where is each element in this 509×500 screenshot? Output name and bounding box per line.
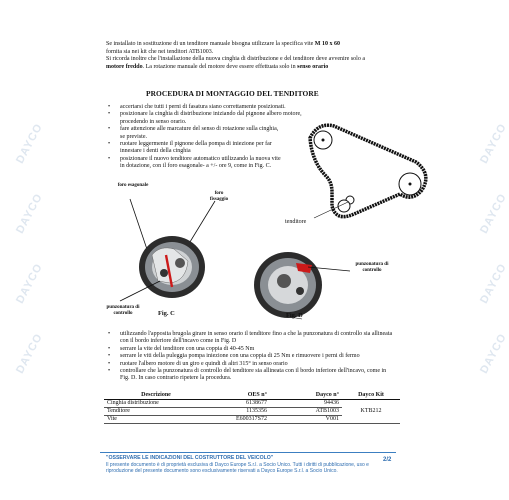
table-cell: E600317S72 bbox=[208, 416, 270, 424]
step-item: • serrare la vite del tenditore con una coppia di 40-45 Nm bbox=[106, 346, 396, 353]
table-cell: 94436 bbox=[270, 400, 342, 408]
table-header-row bbox=[104, 392, 400, 400]
fig-c-tensioner-image bbox=[100, 195, 220, 310]
watermark-dayco: DAYCO bbox=[478, 331, 509, 376]
intro-line-3: Si ricorda inoltre che l'installazione della nuova cinghia di distribuzione e del tenditore deve avvenire solo a bbox=[106, 56, 365, 63]
column-header: Dayco n° bbox=[270, 392, 342, 400]
intro-line-4: motore freddo. La rotazione manuale del motore deve essere effettuata solo in senso orario bbox=[106, 63, 329, 70]
table-cell: Tenditore bbox=[104, 408, 208, 416]
label-punzonatura-c: punzonatura di controllo bbox=[106, 305, 140, 316]
label-foro-esagonale: foro esagonale bbox=[117, 183, 149, 188]
column-header: OES n° bbox=[208, 392, 270, 400]
watermark-dayco: DAYCO bbox=[478, 121, 509, 166]
table-cell: 6138677 bbox=[208, 400, 270, 408]
label-tenditore: tenditore bbox=[285, 219, 307, 225]
intro-line-2: fornita sia nei kit che nei tenditori ATB1003. bbox=[106, 48, 214, 55]
table-cell: 1135356 bbox=[208, 408, 270, 416]
step-item: • posizionare la cinghia di distribuzione iniziando dal pignone albero motore, procedendo in senso orario. bbox=[106, 111, 304, 126]
watermark-dayco: DAYCO bbox=[14, 261, 46, 306]
watermark-dayco: DAYCO bbox=[478, 261, 509, 306]
fig-c-caption: Fig. C bbox=[158, 310, 175, 317]
parts-table bbox=[104, 392, 400, 424]
table-cell-kit: KTB212 bbox=[342, 400, 400, 424]
intro-paragraph bbox=[106, 41, 406, 71]
step-item: • serrare le viti della puleggia pompa iniezione con una coppia di 25 Nm e rimuovere i perni di fermo bbox=[106, 353, 396, 360]
label-punzonatura-d: punzonatura di controllo bbox=[355, 262, 389, 273]
step-item: • fare attenzione alle marcature del senso di rotazione sulla cinghia, se previste. bbox=[106, 126, 280, 141]
intro-line-1: Se installato in sostituzione di un tenditore manuale bisogna utilizzare la specifica vite M 10 x 60 bbox=[106, 41, 340, 47]
table-cell: Cinghia distribuzione bbox=[104, 400, 208, 408]
footer-title: "OSSERVARE LE INDICAZIONI DEL COSTRUTTORE DEL VEICOLO" bbox=[106, 455, 274, 461]
label-foro-fissaggio: foro fissaggio bbox=[209, 191, 229, 202]
page-number: 2/2 bbox=[383, 457, 392, 463]
belt-drive-diagram bbox=[298, 118, 448, 228]
step-item: • ruotare leggermente il pignone della pompa di iniezione per far innestare i denti della cinghia bbox=[106, 141, 285, 156]
steps-list-bottom bbox=[106, 331, 396, 383]
watermark-dayco: DAYCO bbox=[14, 191, 46, 236]
table-cell: ATB1003 bbox=[270, 408, 342, 416]
fig-d-tensioner-image bbox=[250, 245, 360, 320]
step-item: • controllare che la punzonatura di controllo del tenditore sia allineata con il bordo inferiore dell'incavo, come in Fig. D. In caso contrario ripetere la procedura. bbox=[106, 368, 396, 383]
fig-d-caption: Fig. D bbox=[286, 312, 303, 319]
watermark-dayco: DAYCO bbox=[14, 331, 46, 376]
column-header: Descrizione bbox=[104, 392, 208, 400]
step-item: • utilizzando l'apposita brugola girare in senso orario il tenditore fino a che la punzonatura di controllo sia allineata con il bordo inferiore dell'incavo come in Fig. D bbox=[106, 331, 396, 346]
table-cell: Vite bbox=[104, 416, 208, 424]
section-title: PROCEDURA DI MONTAGGIO DEL TENDITORE bbox=[146, 89, 319, 98]
table-cell: V001 bbox=[270, 416, 342, 424]
column-header: Dayco Kit bbox=[342, 392, 400, 400]
step-item: • posizionare il nuovo tenditore automatico utilizzando la nuova vite in dotazione, con il foro esagonale- a +/- ore 9, come in Fig. C. bbox=[106, 156, 285, 171]
watermark-dayco: DAYCO bbox=[478, 191, 509, 236]
footer-divider bbox=[100, 452, 396, 453]
watermark-dayco: DAYCO bbox=[14, 121, 46, 166]
footer-copyright-line-1: Il presente documento è di proprietà esclusiva di Dayco Europe S.r.l. a Socio Unico. Tutti i diritti di pubblicazione, uso e bbox=[106, 462, 369, 468]
step-item: • ruotare l'albero motore di un giro e quindi di altri 315° in senso orario bbox=[106, 361, 396, 368]
step-item: • accertarsi che tutti i perni di fasatura siano correttamente posizionati. bbox=[106, 104, 304, 111]
table-row bbox=[104, 400, 400, 408]
footer-copyright-line-2: riproduzione del presente documento sono esclusivamente riservati a Dayco Europe S.r.l. a Socio Unico. bbox=[106, 468, 338, 474]
steps-list-top bbox=[106, 104, 304, 171]
